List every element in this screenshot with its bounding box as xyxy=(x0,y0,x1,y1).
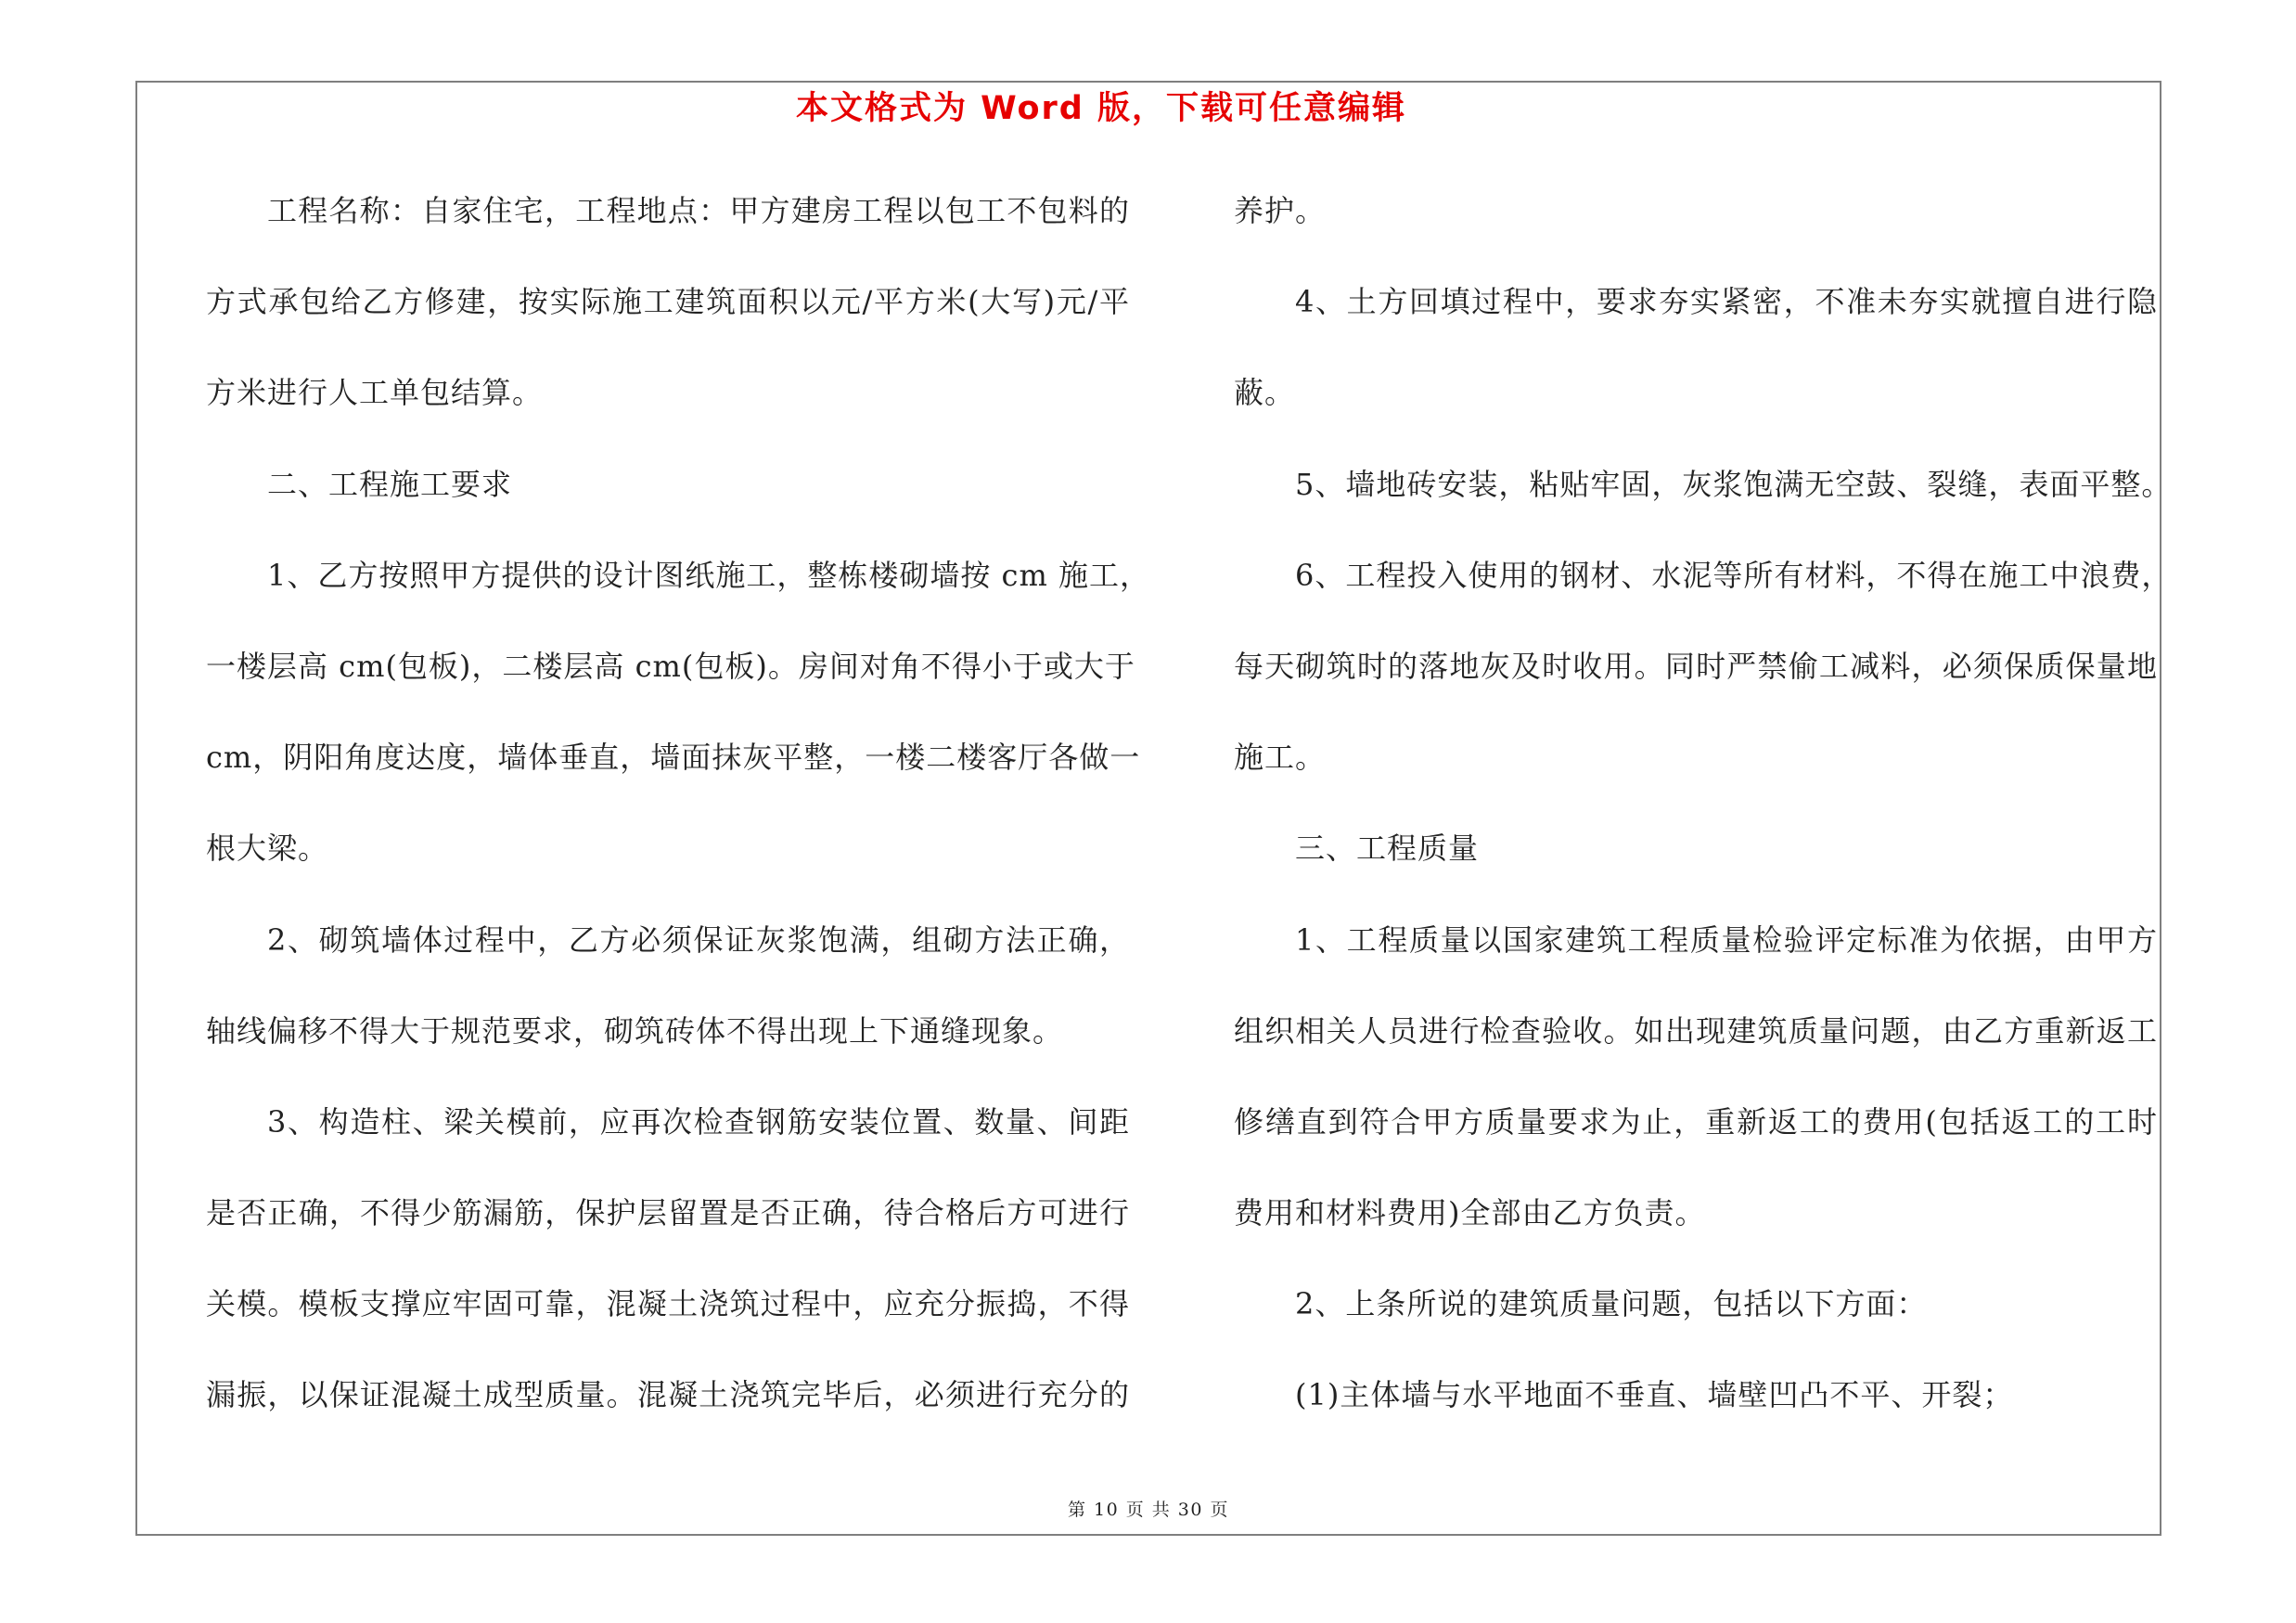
text-line: (1)主体墙与水平地面不垂直、墙壁凹凸不平、开裂； xyxy=(1295,1377,2014,1413)
text-line: 2、砌筑墙体过程中，乙方必须保证灰浆饱满，组砌方法正确， xyxy=(267,921,1130,958)
text-line: 费用和材料费用)全部由乙方负责。 xyxy=(1234,1195,1706,1231)
doc-title: 本文格式为 Word 版，下载可任意编辑 xyxy=(795,90,1407,127)
text-line: 根大梁。 xyxy=(206,831,329,867)
text-line: 施工。 xyxy=(1234,740,1327,776)
text-line: 关模。模板支撑应牢固可靠，混凝土浇筑过程中，应充分振捣，不得 xyxy=(206,1286,1130,1322)
text-line: 3、构造柱、梁关模前，应再次检查钢筋安装位置、数量、间距 xyxy=(267,1103,1130,1140)
text-line: 轴线偏移不得大于规范要求，砌筑砖体不得出现上下通缝现象。 xyxy=(206,1012,1064,1049)
text-line: 蔽。 xyxy=(1234,375,1296,411)
text-line: 4、土方回填过程中，要求夯实紧密，不准未夯实就擅自进行隐 xyxy=(1295,284,2158,320)
page-number: 第 10 页 共 30 页 xyxy=(1067,1500,1230,1520)
paragraph-project-info xyxy=(206,165,1130,439)
right-column xyxy=(1234,165,2173,1441)
paragraph-requirement-3 xyxy=(206,1076,1130,1441)
text-line: 是否正确，不得少筋漏筋，保护层留置是否正确，待合格后方可进行 xyxy=(206,1195,1130,1231)
text-line: 一楼层高 cm(包板)，二楼层高 cm(包板)。房间对角不得小于或大于 xyxy=(206,648,1135,684)
text-line: 养护。 xyxy=(1234,193,1327,228)
text-line: 1、乙方按照甲方提供的设计图纸施工，整栋楼砌墙按 cm 施工， xyxy=(267,557,1150,593)
left-column xyxy=(206,165,1150,1441)
text-line: 工程名称：自家住宅，工程地点：甲方建房工程以包工不包料的 xyxy=(267,193,1130,228)
paragraph-requirement-3-continued xyxy=(1234,165,2158,256)
paragraph-quality-1 xyxy=(1234,895,2158,1259)
text-line: 6、工程投入使用的钢材、水泥等所有材料，不得在施工中浪费， xyxy=(1295,557,2173,593)
text-line: 方式承包给乙方修建，按实际施工建筑面积以元/平方米(大写)元/平 xyxy=(206,284,1130,320)
paragraph-quality-2 xyxy=(1234,1258,2158,1349)
text-line: 2、上条所说的建筑质量问题，包括以下方面： xyxy=(1295,1286,1928,1322)
text-line: 漏振，以保证混凝土成型质量。混凝土浇筑完毕后，必须进行充分的 xyxy=(206,1377,1130,1413)
paragraph-requirement-1 xyxy=(206,530,1150,895)
text-line: cm，阴阳角度达度，墙体垂直，墙面抹灰平整，一楼二楼客厅各做一 xyxy=(206,740,1141,776)
section-heading: 二、工程施工要求 xyxy=(267,466,513,502)
text-line: 修缮直到符合甲方质量要求为止，重新返工的费用(包括返工的工时 xyxy=(1234,1103,2158,1140)
paragraph-requirement-2 xyxy=(206,895,1130,1076)
paragraph-requirement-5 xyxy=(1234,439,2173,530)
text-line: 每天砌筑时的落地灰及时收用。同时严禁偷工减料，必须保质保量地 xyxy=(1234,648,2158,684)
text-line: 方米进行人工单包结算。 xyxy=(206,375,544,411)
text-line: 组织相关人员进行检查验收。如出现建筑质量问题，由乙方重新返工 xyxy=(1234,1012,2158,1049)
heading-construction-requirements xyxy=(206,439,1130,530)
heading-project-quality xyxy=(1234,803,2158,894)
paragraph-requirement-4 xyxy=(1234,256,2158,438)
text-line: 5、墙地砖安装，粘贴牢固，灰浆饱满无空鼓、裂缝，表面平整。 xyxy=(1295,466,2173,502)
paragraph-quality-2-item-1 xyxy=(1234,1349,2158,1440)
section-heading: 三、工程质量 xyxy=(1295,831,1480,867)
text-line: 1、工程质量以国家建筑工程质量检验评定标准为依据，由甲方 xyxy=(1295,921,2158,958)
paragraph-requirement-6 xyxy=(1234,530,2173,804)
